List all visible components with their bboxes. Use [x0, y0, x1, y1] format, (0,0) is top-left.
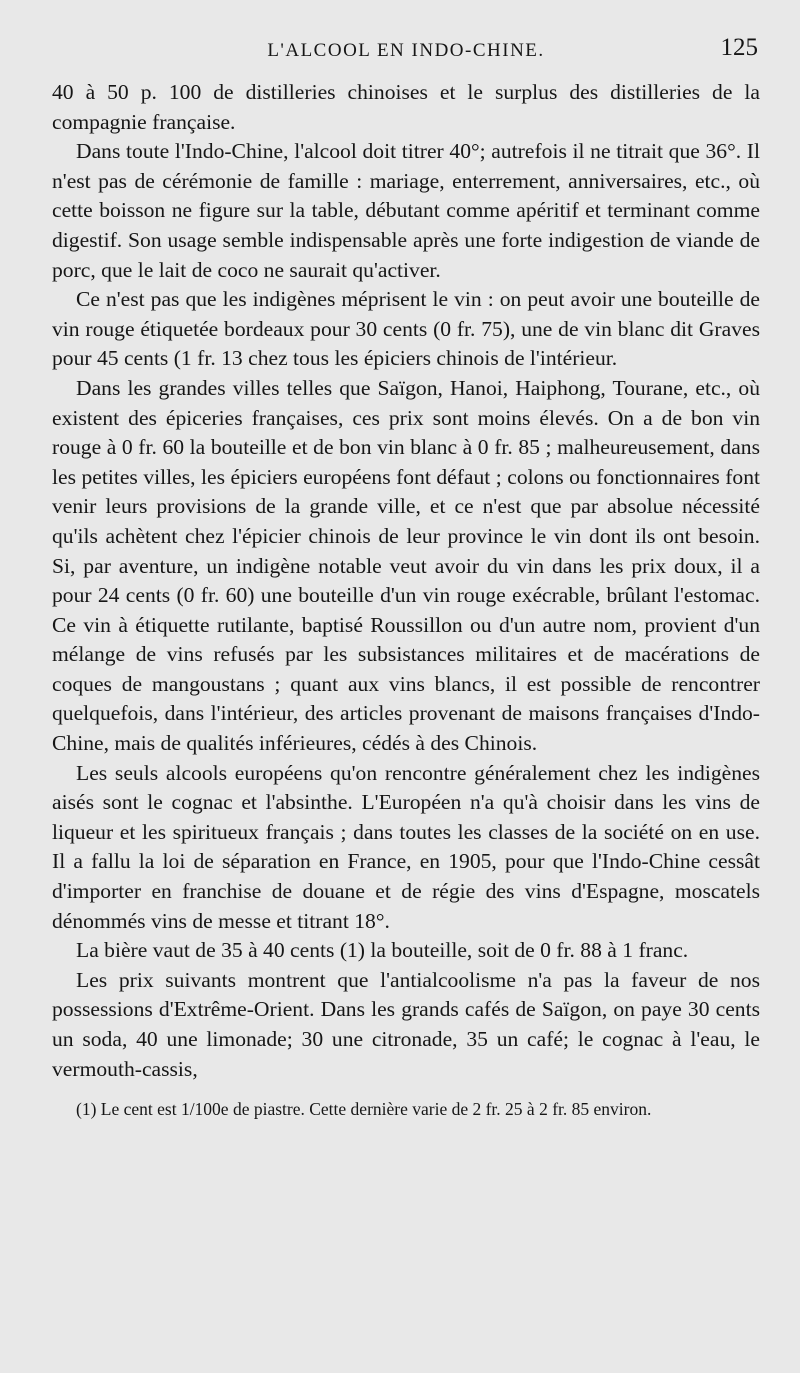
paragraph: La bière vaut de 35 à 40 cents (1) la bouteille, soit de 0 fr. 88 à 1 franc. [76, 938, 689, 963]
paragraph: Dans toute l'Indo-Chine, l'alcool doit titrer 40°; autrefois il ne titrait que 36°. Il n'est pas de cérémonie de famille : mariage, enterrement, anniversaires, etc., où cette boisson ne figure sur la table, débutant comme apéritif et terminant comme digestif. Son usage semble indispensable après une forte indigestion de viande de porc, que le lait de coco ne saurait qu'activer. [52, 139, 760, 282]
footnote-text: (1) Le cent est 1/100e de piastre. Cette dernière varie de 2 fr. 25 à 2 fr. 85 environ. [76, 1099, 652, 1120]
page-number: 125 [720, 34, 758, 61]
running-title: L'ALCOOL EN INDO-CHINE. [267, 40, 545, 61]
paragraph: Les seuls alcools européens qu'on rencontre généralement chez les indigènes aisés sont le cognac et l'absinthe. L'Européen n'a qu'à choisir dans les vins de liqueur et les spiritueux français ; dans toutes les classes de la société on en use. Il a fallu la loi de séparation en France, en 1905, pour que l'Indo-Chine cessât d'importer en franchise de douane et de régie des vins d'Espagne, moscatels dénommés vins de messe et titrant 18°. [52, 760, 760, 933]
body-text [52, 78, 760, 1084]
paragraph: Ce n'est pas que les indigènes méprisent le vin : on peut avoir une bouteille de vin rouge étiquetée bordeaux pour 30 cents (0 fr. 75), une de vin blanc dit Graves pour 45 cents (1 fr. 13 chez tous les épiciers chinois de l'intérieur. [52, 287, 760, 371]
paragraph: Les prix suivants montrent que l'antialcoolisme n'a pas la faveur de nos possessions d'Extrême-Orient. Dans les grands cafés de Saïgon, on paye 30 cents un soda, 40 une limonade; 30 une citronade, 35 un café; le cognac à l'eau, le vermouth-cassis, [52, 967, 760, 1081]
paragraph: Dans les grandes villes telles que Saïgon, Hanoi, Haiphong, Tourane, etc., où existent des épiceries françaises, ces prix sont moins élevés. On a de bon vin rouge à 0 fr. 60 la bouteille et de bon vin blanc à 0 fr. 85 ; malheureusement, dans les petites villes, les épiciers européens font défaut ; colons ou fonctionnaires font venir leurs provisions de la grande ville, et ce n'est que par absolue nécessité qu'ils achètent chez l'épicier chinois de leur province le vin dont ils ont besoin. Si, par aventure, un indigène notable veut avoir du vin dans les prix doux, il a pour 24 cents (0 fr. 60) une bouteille d'un vin rouge exécrable, brûlant l'estomac. Ce vin à étiquette rutilante, baptisé Roussillon ou d'un autre nom, provient d'un mélange de vins refusés par les subsistances militaires et de macérations de coques de mangoustans ; quant aux vins blancs, il est possible de rencontrer quelquefois, dans l'intérieur, des articles provenant de maisons françaises d'Indo-Chine, mais de qualités inférieures, cédés à des Chinois. [52, 375, 760, 756]
paragraph: 40 à 50 p. 100 de distilleries chinoises et le surplus des distilleries de la compagnie française. [52, 80, 760, 134]
footnote [52, 1098, 760, 1120]
page-header [52, 30, 760, 78]
